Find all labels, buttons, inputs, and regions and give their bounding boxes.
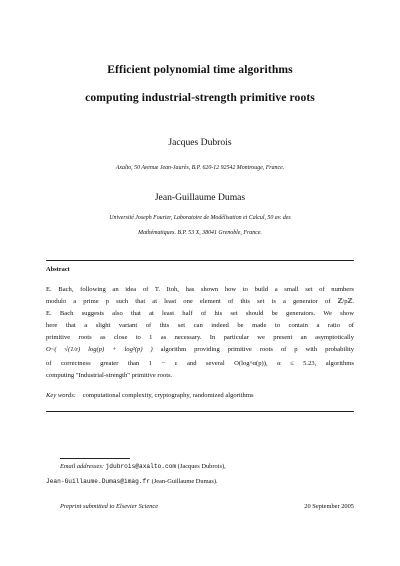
affiliation-line: Mathématiques. B.P. 53 X, 38041 Grenoble, France.: [138, 230, 262, 236]
submission-date: 20 September 2005: [304, 503, 354, 510]
author-affiliation-1: [60, 161, 340, 176]
abstract-line-text: algorithm providing primitive roots of p with probability: [160, 346, 355, 353]
abstract-line: primitive roots as close to 1 as necessary. In particular we present an asymptotically: [46, 334, 354, 341]
author-affiliation-2: [60, 211, 340, 241]
abstract-line: E. Bach, following an idea of T. Itoh, has shown how to build a small set of numbers: [46, 286, 354, 293]
abstract-line: here that a slight variant of this set can indeed be made to contain a ratio of: [46, 322, 354, 329]
footnote-line-2: [46, 478, 218, 485]
affiliation-line: Université Joseph Fourier, Laboratoire de Modélisation et Calcul, 50 av. des: [109, 215, 291, 221]
abstract-bottom-rule: [46, 411, 354, 412]
abstract-line: E. Bach suggests also that at least half of his set should be generators. We show: [46, 310, 354, 317]
email-link-1[interactable]: jdubrois@axalto.com: [105, 463, 177, 470]
email-link-2[interactable]: Jean-Guillaume.Dumas@imag.fr: [46, 478, 150, 485]
keywords-label: Key words:: [46, 392, 76, 399]
complexity-formula: O~( √(1/ε) log(p) + log²(p) ): [46, 346, 153, 353]
author-name-2: Jean-Guillaume Dumas: [154, 192, 246, 203]
affiliation-line: Axalto, 50 Avenue Jean-Jaurès, B.P. 620-12 92542 Montrouge, France.: [115, 165, 285, 171]
footnote-label: Email addresses:: [60, 463, 104, 470]
abstract-line: modulo a prime p such that at least one element of this set is a generator of ℤ/pℤ.: [46, 298, 354, 305]
abstract-line: computing "Industrial-strength" primitive roots.: [46, 372, 173, 379]
abstract-line: of correctness greater than 1 − ε and several O(log^α(p)), α ≤ 5.23, algorithms: [46, 360, 354, 367]
title-line-1: Efficient polynomial time algorithms: [107, 63, 293, 76]
author-name-1: Jacques Dubrois: [168, 137, 232, 148]
footnote-name-1: (Jacques Dubrois),: [177, 463, 226, 470]
abstract-heading: Abstract: [46, 266, 70, 273]
abstract-top-rule: [46, 260, 354, 261]
footnote-line-1: [60, 463, 226, 470]
keywords-row: [46, 392, 254, 399]
preprint-note: Preprint submitted to Elsevier Science: [60, 503, 159, 510]
abstract-line-with-formula: [46, 344, 354, 356]
keywords-list: computational complexity, cryptography, randomized algorithms: [82, 392, 254, 399]
title-line-2: computing industrial-strength primitive roots: [85, 91, 315, 104]
footnote-name-2: (Jean-Guillaume Dumas).: [151, 478, 218, 485]
footnote-rule: [60, 458, 130, 459]
